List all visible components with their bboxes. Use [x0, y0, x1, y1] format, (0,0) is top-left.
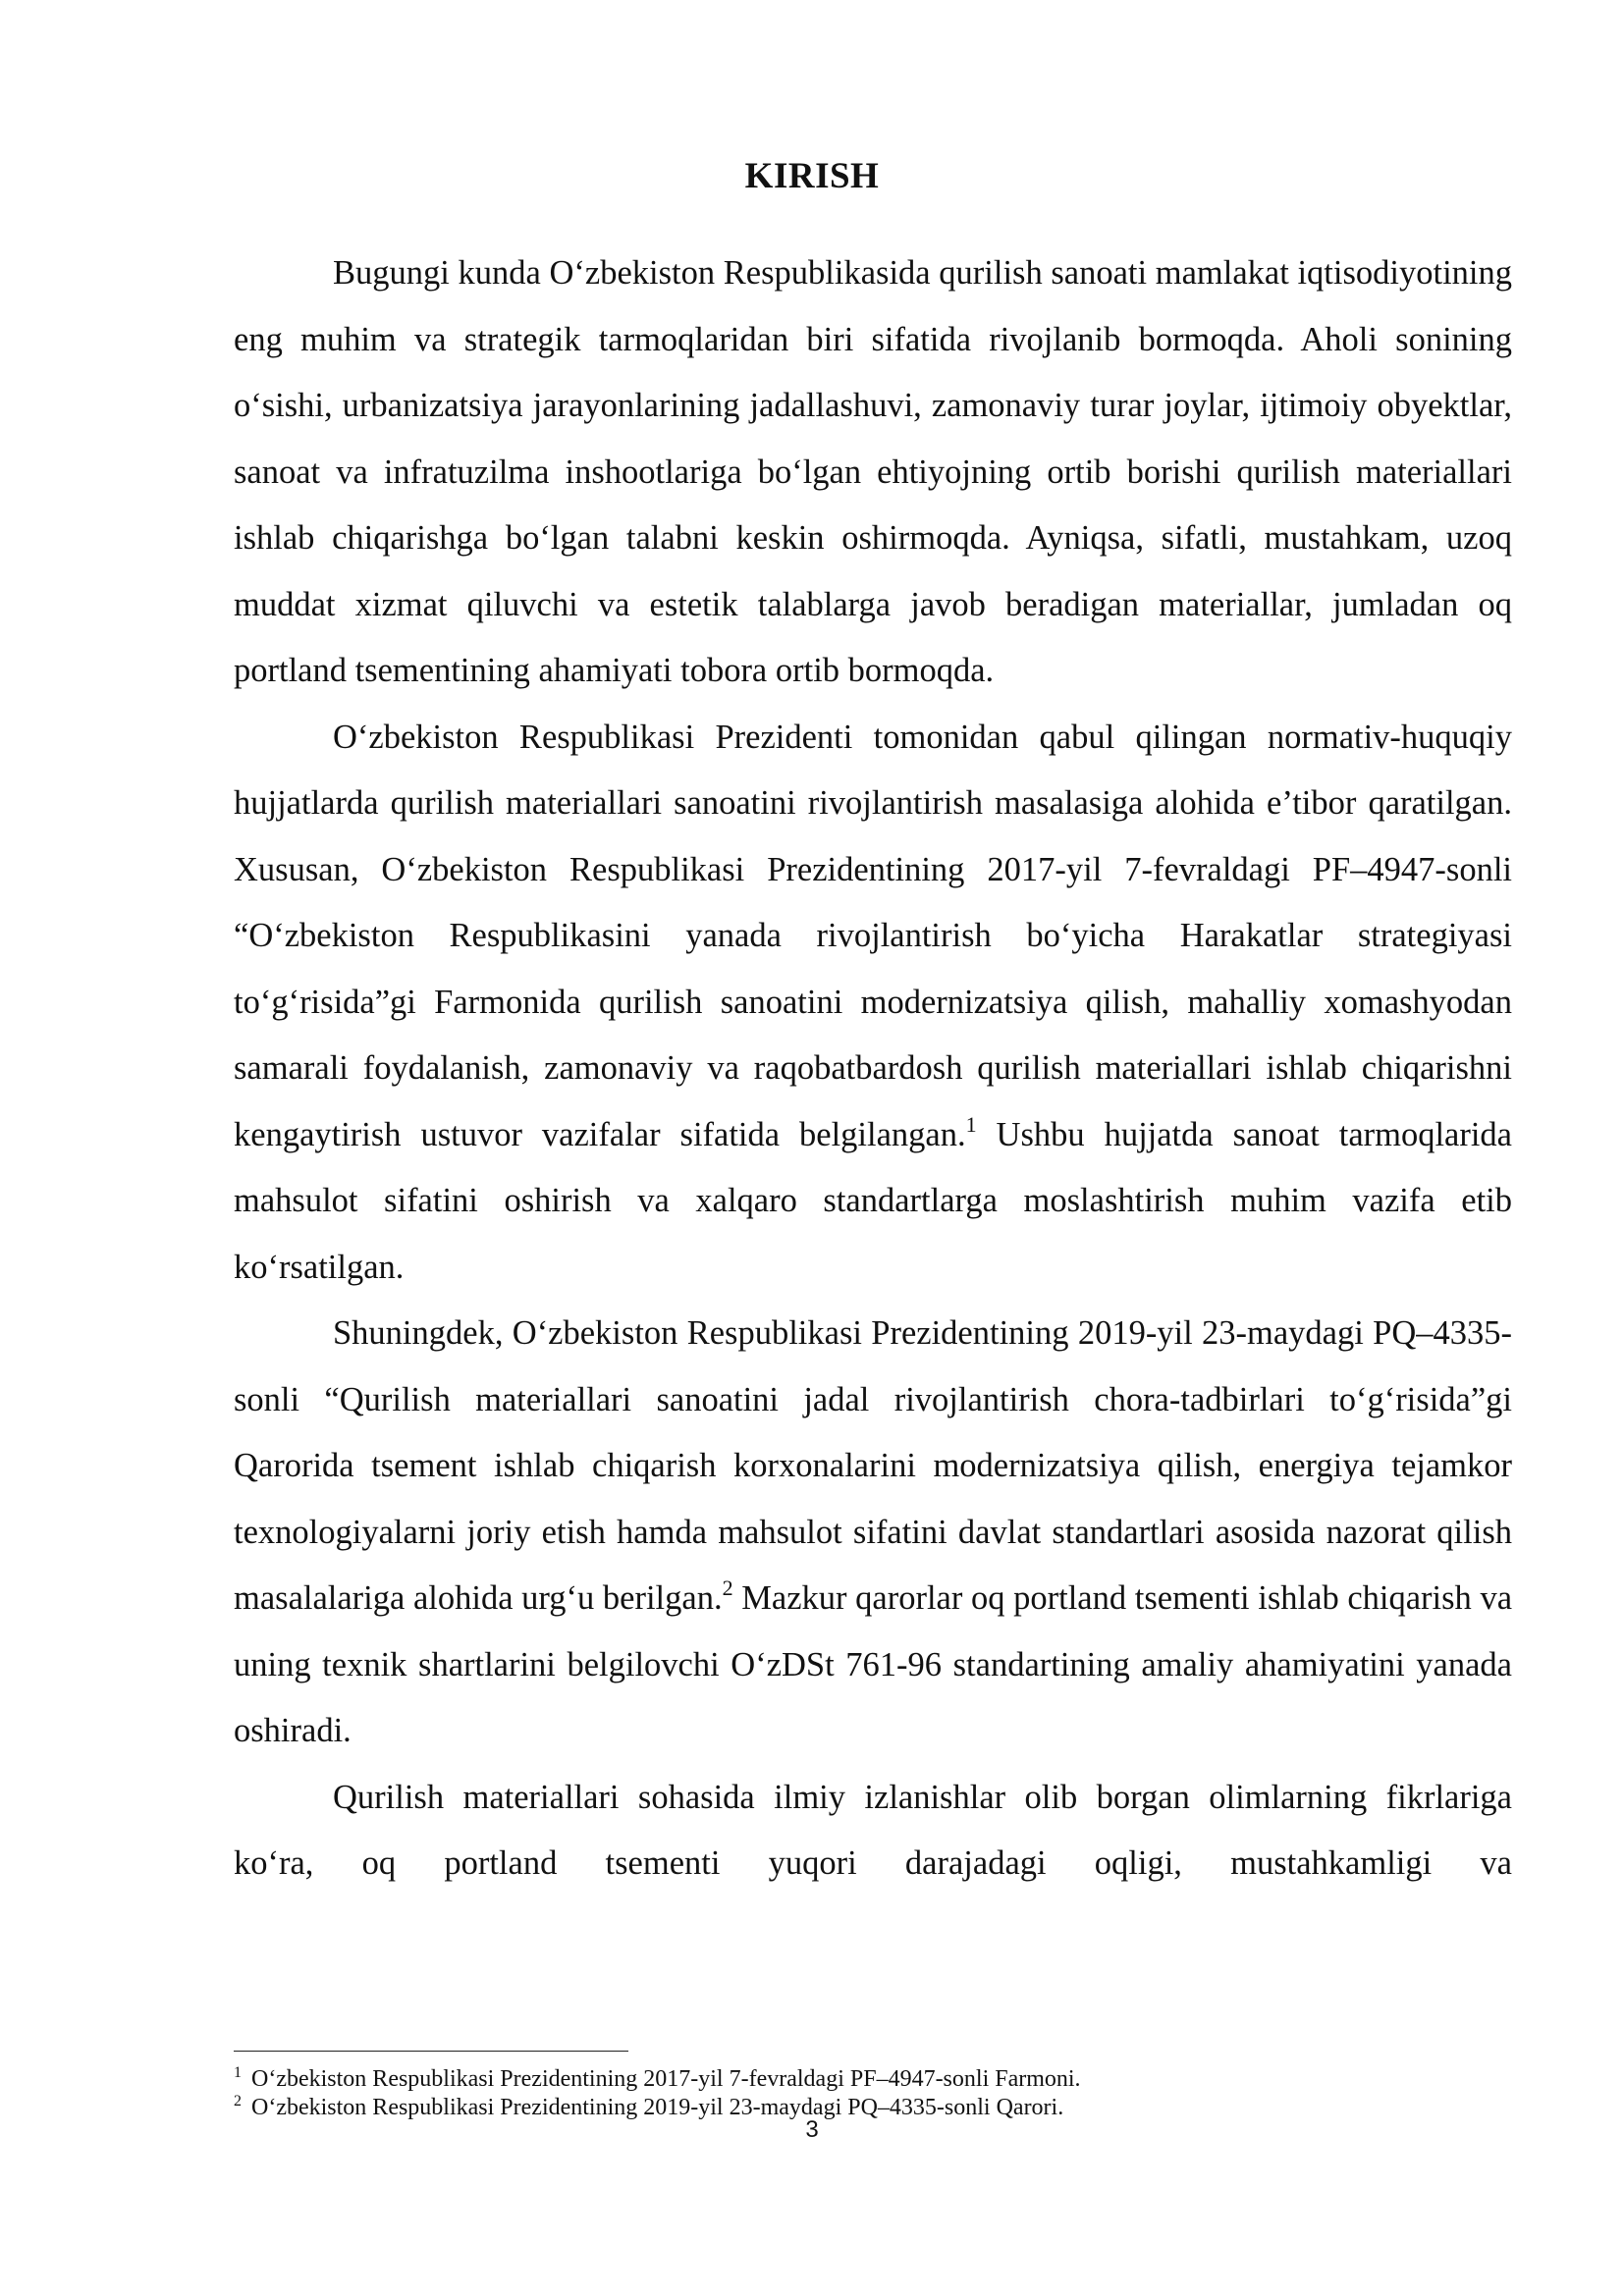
paragraph-3-text: Shuningdek, O‘zbekiston Respublikasi Prezidentining 2019-yil 23-maydagi PQ–4335-sonli “Qurilish materiallari sanoatini jadal rivojlantirish chora-tadbirlari to‘g‘risida”gi Qarorida tsement ishlab chiqarish korxonalarini modernizatsiya qilish, energiya tejamkor texnologiyalarni joriy etish hamda mahsulot sifatini davlat standartlari asosida nazorat qilish masalalariga alohida urg‘u berilgan. [234, 1314, 1512, 1617]
paragraph-2-text-continued: Ushbu hujjatda sanoat tarmoqlarida mahsulot sifatini oshirish va xalqaro standartlarga moslashtirish muhim vazifa etib ko‘rsatilgan. [234, 1115, 1512, 1286]
body-text [234, 240, 1512, 1897]
footnote-1 [234, 2065, 1512, 2094]
paragraph-4 [234, 1765, 1512, 1897]
paragraph-2 [234, 705, 1512, 1302]
paragraph-1 [234, 240, 1512, 705]
footnote-ref-1[interactable]: 1 [965, 1111, 977, 1137]
footnote-ref-2[interactable]: 2 [722, 1575, 733, 1600]
footnote-1-number: 1 [234, 2064, 242, 2081]
section-title: KIRISH [744, 156, 880, 196]
footnote-divider [234, 2051, 628, 2052]
paragraph-1-text: Bugungi kunda O‘zbekiston Respublikasida qurilish sanoati mamlakat iqtisodiyotining eng muhim va strategik tarmoqlaridan biri sifatida rivojlanib bormoqda. Aholi sonining o‘sishi, urbanizatsiya jarayonlarining jadallashuvi, zamonaviy turar joylar, ijtimoiy obyektlar, sanoat va infratuzilma inshootlariga bo‘lgan ehtiyojning ortib borishi qurilish materiallari ishlab chiqarishga bo‘lgan talabni keskin oshirmoqda. Ayniqsa, sifatli, mustahkam, uzoq muddat xizmat qiluvchi va estetik talablarga javob beradigan materiallar, jumladan oq portland tsementining ahamiyati tobora ortib bormoqda. [234, 254, 1512, 689]
paragraph-4-text: Qurilish materiallari sohasida ilmiy izlanishlar olib borgan olimlarning fikrlariga ko‘ra, oq portland tsementi yuqori darajadagi oqligi, mustahkamligi va [234, 1778, 1512, 1882]
paragraph-2-text: O‘zbekiston Respublikasi Prezidenti tomonidan qabul qilingan normativ-huquqiy hujjatlarda qurilish materiallari sanoatini rivojlantirish masalasiga alohida e’tibor qaratilgan. Xususan, O‘zbekiston Respublikasi Prezidentining 2017-yil 7-fevraldagi PF–4947-sonli “O‘zbekiston Respublikasini yanada rivojlantirish bo‘yicha Harakatlar strategiyasi to‘g‘risida”gi Farmonida qurilish sanoatini modernizatsiya qilish, mahalliy xomashyodan samarali foydalanish, zamonaviy va raqobatbardosh qurilish materiallari ishlab chiqarishni kengaytirish ustuvor vazifalar sifatida belgilangan. [234, 718, 1512, 1153]
footnote-1-text: O‘zbekiston Respublikasi Prezidentining 2017-yil 7-fevraldagi PF–4947-sonli Farmoni. [245, 2066, 1081, 2092]
page-number: 3 [805, 2116, 819, 2143]
paragraph-3 [234, 1301, 1512, 1765]
paragraph-3-text-continued: Mazkur qarorlar oq portland tsementi ishlab chiqarish va uning texnik shartlarini belgilovchi O‘zDSt 761-96 standartining amaliy ahamiyatini yanada oshiradi. [234, 1579, 1513, 1749]
footnote-2-text: O‘zbekiston Respublikasi Prezidentining 2019-yil 23-maydagi PQ–4335-sonli Qarori. [245, 2095, 1064, 2120]
footnotes [234, 2065, 1512, 2122]
footnote-2-number: 2 [234, 2093, 242, 2109]
